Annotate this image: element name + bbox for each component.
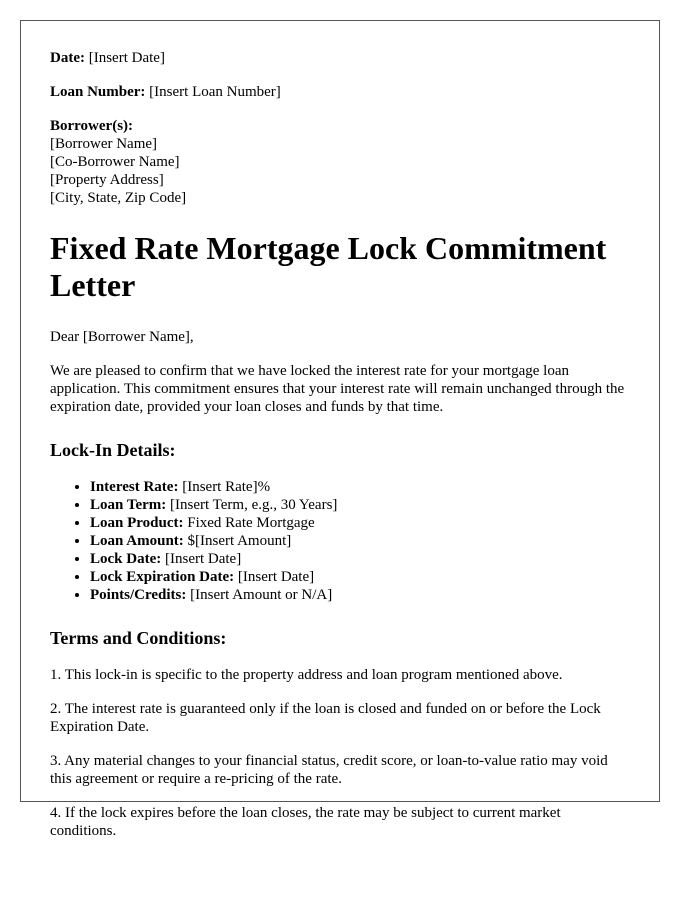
letter-title: Fixed Rate Mortgage Lock Commitment Letter	[50, 230, 607, 303]
item-value: [Insert Rate]%	[182, 479, 271, 495]
term-item-1: 1. This lock-in is specific to the property address and loan program mentioned above.	[50, 667, 563, 683]
term-item-4: 4. If the lock expires before the loan closes, the rate may be subject to current market conditions.	[50, 805, 561, 839]
list-item-loan-product	[90, 514, 630, 532]
list-item-loan-amount	[90, 532, 630, 550]
lock-in-heading: Lock-In Details:	[50, 440, 176, 460]
property-address: [Property Address]	[50, 172, 164, 188]
lock-in-list	[50, 478, 630, 604]
borrowers-label: Borrower(s):	[50, 118, 134, 134]
item-value: Fixed Rate Mortgage	[187, 515, 315, 531]
list-item-interest-rate	[90, 478, 630, 496]
borrower-name: [Borrower Name]	[50, 136, 158, 152]
list-item-points-credits	[90, 586, 630, 604]
loan-number-value: [Insert Loan Number]	[149, 84, 281, 100]
list-item-lock-date	[90, 550, 630, 568]
date-label: Date:	[50, 50, 85, 66]
item-label: Interest Rate:	[90, 479, 179, 495]
item-value: [Insert Date]	[237, 569, 315, 585]
item-label: Lock Expiration Date:	[90, 569, 235, 585]
term-item-2: 2. The interest rate is guaranteed only if the loan is closed and funded on or before the Lock Expiration Date.	[50, 701, 601, 735]
item-value: [Insert Date]	[165, 551, 242, 567]
intro-paragraph: We are pleased to confirm that we have locked the interest rate for your mortgage loan application. This commitment ensures that your interest rate will remain unchanged through the expiration date, provided your loan closes and funds by that time.	[50, 363, 625, 415]
item-value: [Insert Term, e.g., 30 Years]	[170, 497, 338, 513]
co-borrower-name: [Co-Borrower Name]	[50, 154, 180, 170]
item-label: Loan Product:	[90, 515, 184, 531]
term-item-3: 3. Any material changes to your financial status, credit score, or loan-to-value ratio may void this agreement or require a re-pricing of the rate.	[50, 753, 608, 787]
item-label: Lock Date:	[90, 551, 162, 567]
borrowers-block	[50, 117, 630, 207]
item-value: $[Insert Amount]	[187, 533, 292, 549]
salutation: Dear [Borrower Name],	[50, 329, 194, 345]
list-item-lock-expiration	[90, 568, 630, 586]
city-state-zip: [City, State, Zip Code]	[50, 190, 187, 206]
loan-number-line	[50, 83, 630, 101]
item-value: [Insert Amount or N/A]	[190, 587, 333, 603]
item-label: Points/Credits:	[90, 587, 187, 603]
list-item-loan-term	[90, 496, 630, 514]
terms-heading: Terms and Conditions:	[50, 628, 227, 648]
item-label: Loan Term:	[90, 497, 167, 513]
date-value: [Insert Date]	[88, 50, 165, 66]
date-line	[50, 49, 630, 67]
loan-number-label: Loan Number:	[50, 84, 146, 100]
item-label: Loan Amount:	[90, 533, 184, 549]
letter-page	[20, 20, 660, 839]
